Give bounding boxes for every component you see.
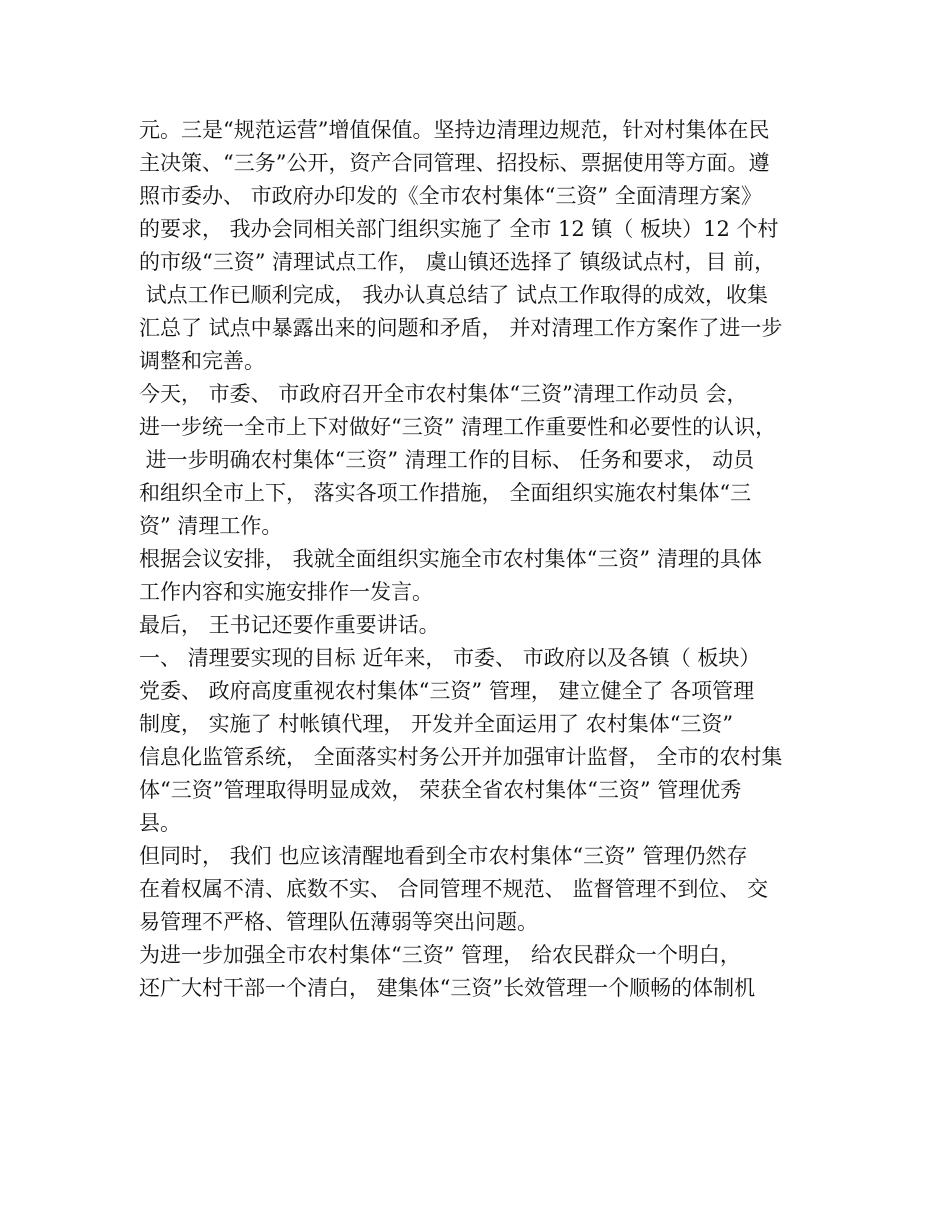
text-line: 体“三资”管理取得明显成效， 荣获全省农村集体“三资” 管理优秀	[139, 778, 742, 802]
text-line: 资” 清理工作。	[139, 514, 283, 538]
text-line: 和组织全市上下， 落实各项工作措施， 全面组织实施农村集体“三	[139, 481, 752, 505]
text-line: 县。	[139, 811, 181, 835]
text-line: 党委、 政府高度重视农村集体“三资” 管理， 建立健全了 各项管理	[139, 679, 755, 703]
text-line: 在着权属不清、底数不实、 合同管理不规范、 监督管理不到位、 交	[139, 877, 769, 901]
document-body	[139, 114, 819, 1005]
text-line: 元。三是“规范运营”增值保值。坚持边清理边规范，针对村集体在民	[139, 118, 770, 142]
text-line: 工作内容和实施安排作一发言。	[139, 580, 433, 604]
text-line: 根据会议安排， 我就全面组织实施全市农村集体“三资” 清理的具体	[139, 547, 762, 571]
text-line: 易管理不严格、管理队伍薄弱等突出问题。	[139, 910, 538, 934]
text-line: 还广大村干部一个清白， 建集体“三资”长效管理一个顺畅的体制机	[139, 976, 756, 1000]
text-line: 信息化监管系统， 全面落实村务公开并加强审计监督， 全市的农村集	[139, 745, 783, 769]
text-line: 最后， 王书记还要作重要讲话。	[139, 613, 440, 637]
text-line: 为进一步加强全市农村集体“三资” 管理， 给农民群众一个明白，	[139, 943, 741, 967]
text-line: 的要求， 我办会同相关部门组织实施了 全市 12 镇（ 板块）12 个村	[139, 217, 779, 241]
text-line: 一、 清理要实现的目标 近年来， 市委、 市政府以及各镇（ 板块）	[139, 646, 761, 670]
text-line: 进一步明确农村集体“三资” 清理工作的目标、 任务和要求， 动员	[139, 448, 755, 472]
text-line: 但同时， 我们 也应该清醒地看到全市农村集体“三资” 管理仍然存	[139, 844, 748, 868]
text-line: 制度， 实施了 村帐镇代理， 开发并全面运用了 农村集体“三资”	[139, 712, 734, 736]
text-line: 试点工作已顺利完成， 我办认真总结了 试点工作取得的成效，收集	[139, 283, 769, 307]
text-line: 主决策、“三务”公开，资产合同管理、招投标、票据使用等方面。遵	[139, 151, 770, 175]
text-line: 进一步统一全市上下对做好“三资” 清理工作重要性和必要性的认识，	[139, 415, 777, 439]
text-line: 调整和完善。	[139, 349, 265, 373]
text-line: 今天， 市委、 市政府召开全市农村集体“三资”清理工作动员 会，	[139, 382, 748, 406]
text-line: 汇总了 试点中暴露出来的问题和矛盾， 并对清理工作方案作了进一步	[139, 316, 783, 340]
text-line: 照市委办、 市政府办印发的《全市农村集体“三资” 全面清理方案》	[139, 184, 762, 208]
text-line: 的市级“三资” 清理试点工作， 虞山镇还选择了 镇级试点村，目 前，	[139, 250, 776, 274]
